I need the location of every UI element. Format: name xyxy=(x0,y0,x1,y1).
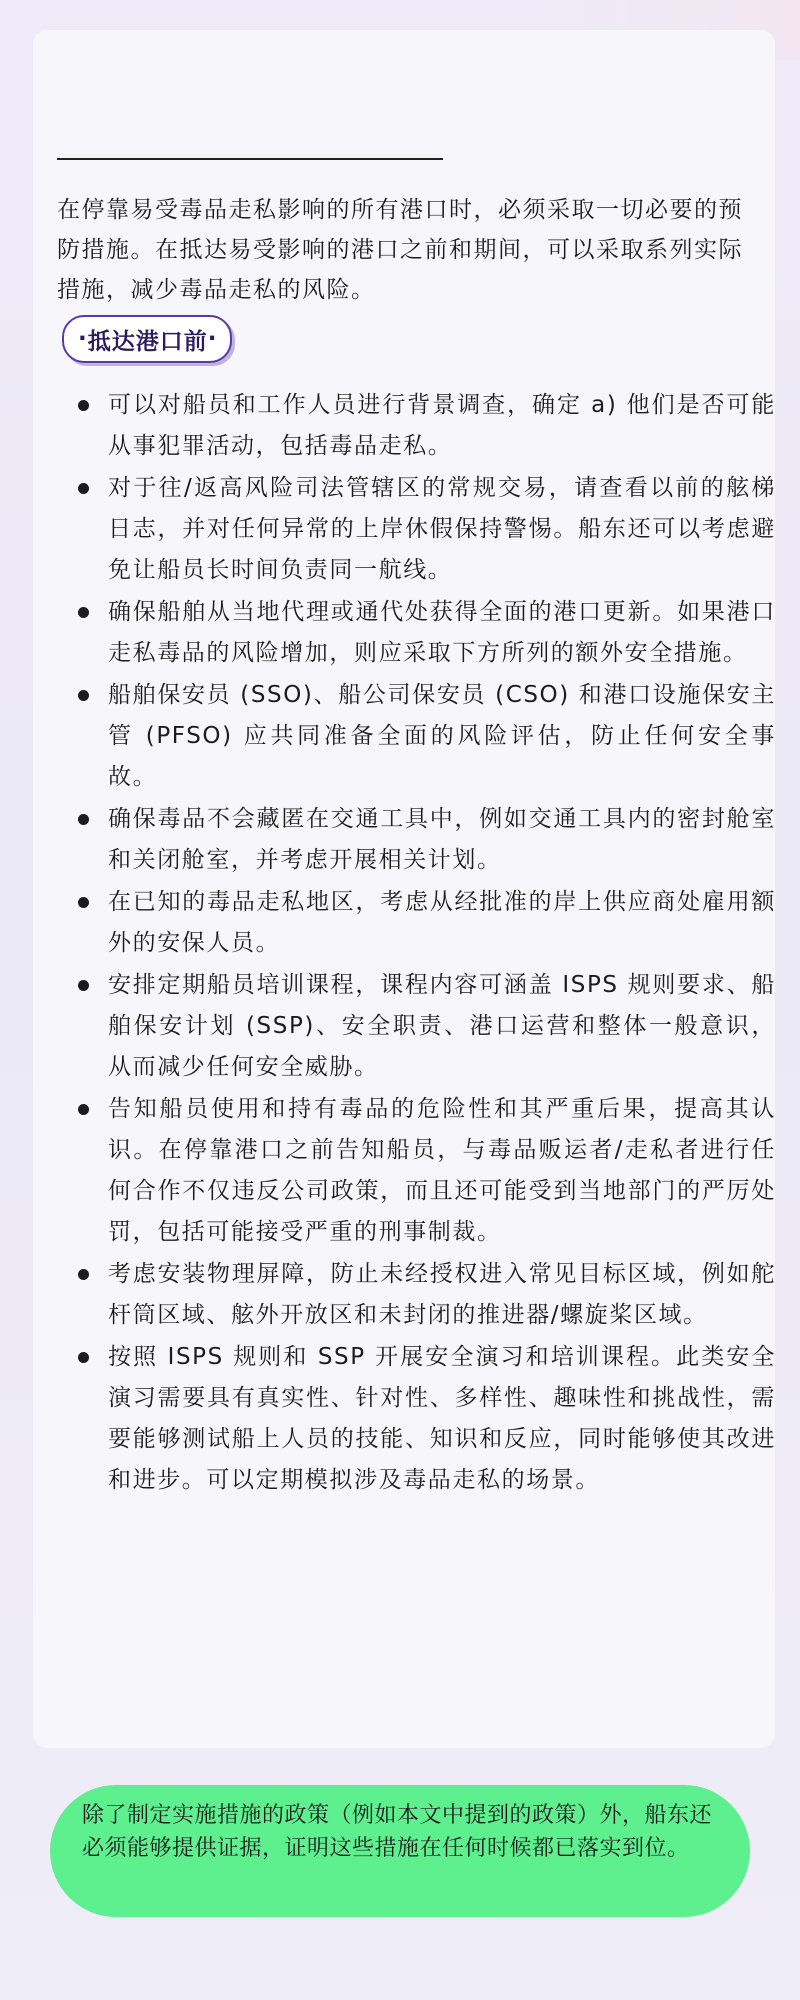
intro-paragraph: 在停靠易受毒品走私影响的所有港口时，必须采取一切必要的预防措施。在抵达易受影响的港口之前和期间，可以采取系列实际措施，减少毒品走私的风险。 xyxy=(57,197,743,303)
section-label-badge xyxy=(62,315,232,363)
list-item-text: 在已知的毒品走私地区，考虑从经批准的岸上供应商处雇用额外的安保人员。 xyxy=(108,889,776,956)
list-item xyxy=(76,592,776,674)
list-item-text: 安排定期船员培训课程，课程内容可涵盖 ISPS 规则要求、船舶保安计划 (SSP)、安全职责、港口运营和整体一般意识，从而减少任何安全威胁。 xyxy=(108,972,776,1080)
list-item-text: 告知船员使用和持有毒品的危险性和其严重后果，提高其认识。在停靠港口之前告知船员，与毒品贩运者/走私者进行任何合作不仅违反公司政策，而且还可能受到当地部门的严厉处罚，包括可能接受严重的刑事制裁。 xyxy=(108,1096,776,1245)
list-item-text: 确保船舶从当地代理或通代处获得全面的港口更新。如果港口走私毒品的风险增加，则应采取下方所列的额外安全措施。 xyxy=(108,599,776,666)
list-item xyxy=(76,965,776,1088)
bullet-icon xyxy=(78,1269,89,1280)
list-item xyxy=(76,799,776,881)
bullet-icon xyxy=(78,690,89,701)
bullet-icon xyxy=(78,483,89,494)
list-item xyxy=(76,385,776,467)
divider-rule xyxy=(57,158,443,160)
section-label-text: 抵达港口前 xyxy=(87,328,208,355)
badge-dot-right: · xyxy=(207,326,218,352)
list-item-text: 确保毒品不会藏匿在交通工具中，例如交通工具内的密封舱室和关闭舱室，并考虑开展相关计划。 xyxy=(108,806,776,873)
badge-dot-left: · xyxy=(78,326,88,352)
list-item-text: 考虑安装物理屏障，防止未经授权进入常见目标区域，例如舵杆筒区域、舷外开放区和未封闭的推进器/螺旋桨区域。 xyxy=(108,1261,776,1328)
bullet-icon xyxy=(78,814,89,825)
list-item xyxy=(76,1337,776,1501)
list-item xyxy=(76,1254,776,1336)
list-item-text: 对于往/返高风险司法管辖区的常规交易，请查看以前的舷梯日志，并对任何异常的上岸休假保持警惕。船东还可以考虑避免让船员长时间负责同一航线。 xyxy=(108,475,776,583)
list-item xyxy=(76,882,776,964)
bullet-icon xyxy=(78,980,89,991)
bullet-icon xyxy=(78,400,89,411)
list-item xyxy=(76,675,776,798)
list-item xyxy=(76,1089,776,1253)
bullet-icon xyxy=(78,1352,89,1363)
bullet-icon xyxy=(78,1104,89,1115)
callout-note: 除了制定实施措施的政策（例如本文中提到的政策）外，船东还必须能够提供证据，证明这些措施在任何时候都已落实到位。 xyxy=(50,1785,750,1917)
bullet-icon xyxy=(78,897,89,908)
list-item xyxy=(76,468,776,591)
list-item-text: 可以对船员和工作人员进行背景调查，确定 a) 他们是否可能从事犯罪活动，包括毒品走私。 xyxy=(108,392,776,459)
bullet-icon xyxy=(78,607,89,618)
list-item-text: 按照 ISPS 规则和 SSP 开展安全演习和培训课程。此类安全演习需要具有真实性、针对性、多样性、趣味性和挑战性，需要能够测试船上人员的技能、知识和反应，同时能够使其改进和进步。可以定期模拟涉及毒品走私的场景。 xyxy=(108,1344,776,1493)
measures-list xyxy=(76,385,776,1502)
list-item-text: 船舶保安员 (SSO)、船公司保安员 (CSO) 和港口设施保安主管 (PFSO) 应共同准备全面的风险评估，防止任何安全事故。 xyxy=(108,682,776,790)
